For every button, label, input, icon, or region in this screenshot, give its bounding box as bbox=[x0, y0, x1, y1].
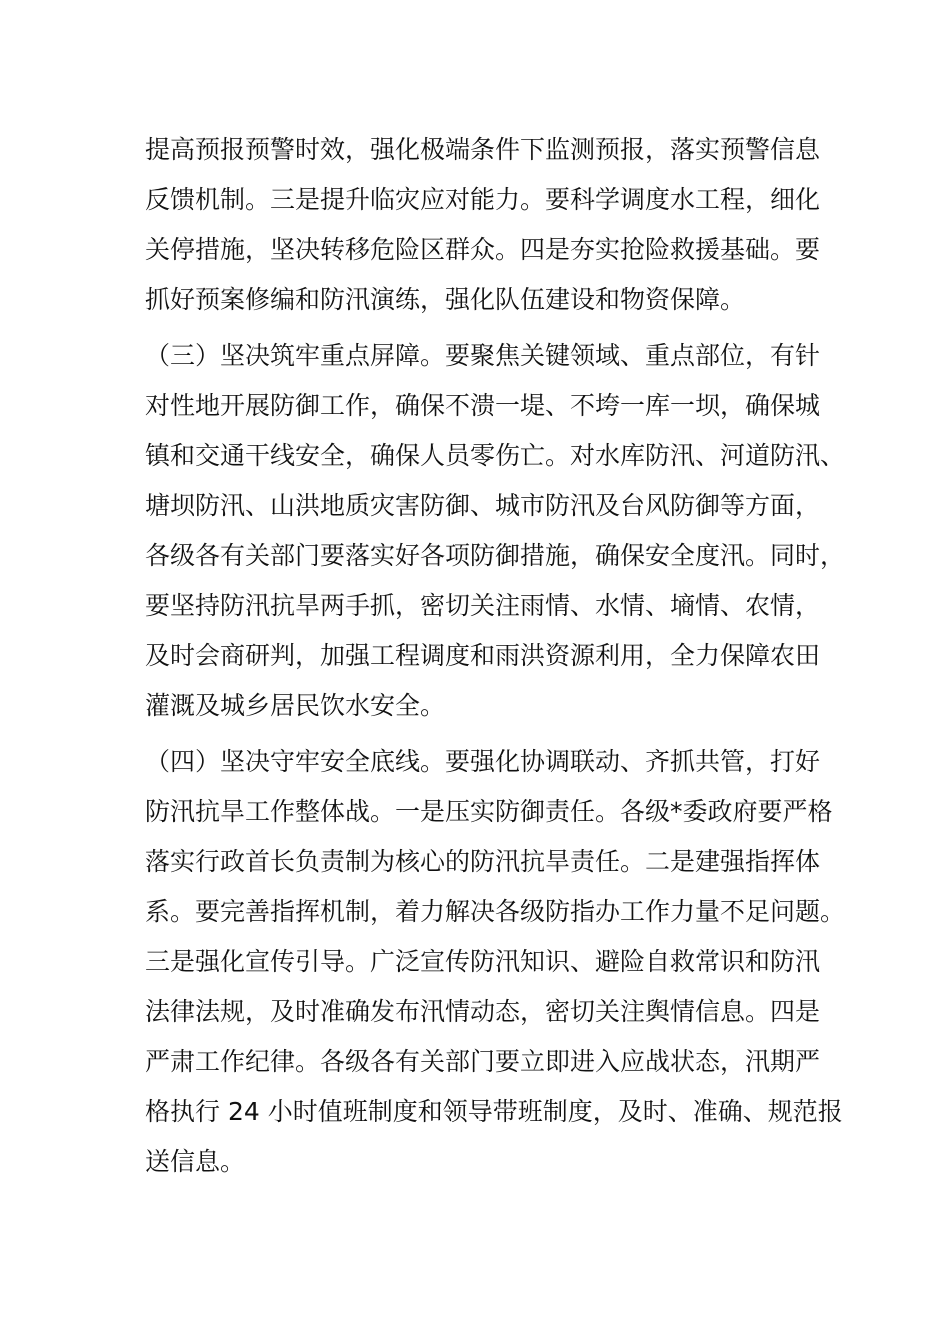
text-line: 法律法规，及时准确发布汛情动态，密切关注舆情信息。四是 bbox=[145, 997, 821, 1026]
text-line: 镇和交通干线安全，确保人员零伤亡。对水库防汛、河道防汛、 bbox=[145, 441, 846, 470]
text-line: 落实行政首长负责制为核心的防汛抗旱责任。二是建强指挥体 bbox=[145, 847, 821, 876]
text-line: 灌溉及城乡居民饮水安全。 bbox=[145, 691, 446, 720]
text-line: 要坚持防汛抗旱两手抓，密切关注雨情、水情、墒情、农情， bbox=[145, 591, 821, 620]
text-line: 提高预报预警时效，强化极端条件下监测预报，落实预警信息 bbox=[145, 135, 821, 164]
text-line: 格执行 24 小时值班制度和领导带班制度，及时、准确、规范报 bbox=[145, 1097, 843, 1126]
text-line: 抓好预案修编和防汛演练，强化队伍建设和物资保障。 bbox=[145, 285, 746, 314]
text-line: 各级各有关部门要落实好各项防御措施，确保安全度汛。同时， bbox=[145, 541, 846, 570]
text-line: 严肃工作纪律。各级各有关部门要立即进入应战状态，汛期严 bbox=[145, 1047, 821, 1076]
text-line: 反馈机制。三是提升临灾应对能力。要科学调度水工程，细化 bbox=[145, 185, 821, 214]
text-line: 及时会商研判，加强工程调度和雨洪资源利用，全力保障农田 bbox=[145, 641, 821, 670]
text-line: 系。要完善指挥机制，着力解决各级防指办工作力量不足问题。 bbox=[145, 897, 846, 926]
text-line: 防汛抗旱工作整体战。一是压实防御责任。各级*委政府要严格 bbox=[145, 797, 833, 826]
text-line: （四）坚决守牢安全底线。要强化协调联动、齐抓共管，打好 bbox=[145, 747, 821, 776]
text-line: 对性地开展防御工作，确保不溃一堤、不垮一库一坝，确保城 bbox=[145, 391, 821, 420]
text-line: 关停措施，坚决转移危险区群众。四是夯实抢险救援基础。要 bbox=[145, 235, 821, 264]
text-line: 塘坝防汛、山洪地质灾害防御、城市防汛及台风防御等方面， bbox=[145, 491, 821, 520]
text-line: 送信息。 bbox=[145, 1147, 246, 1176]
text-line: 三是强化宣传引导。广泛宣传防汛知识、避险自救常识和防汛 bbox=[145, 947, 821, 976]
text-line: （三）坚决筑牢重点屏障。要聚焦关键领域、重点部位，有针 bbox=[145, 341, 821, 370]
